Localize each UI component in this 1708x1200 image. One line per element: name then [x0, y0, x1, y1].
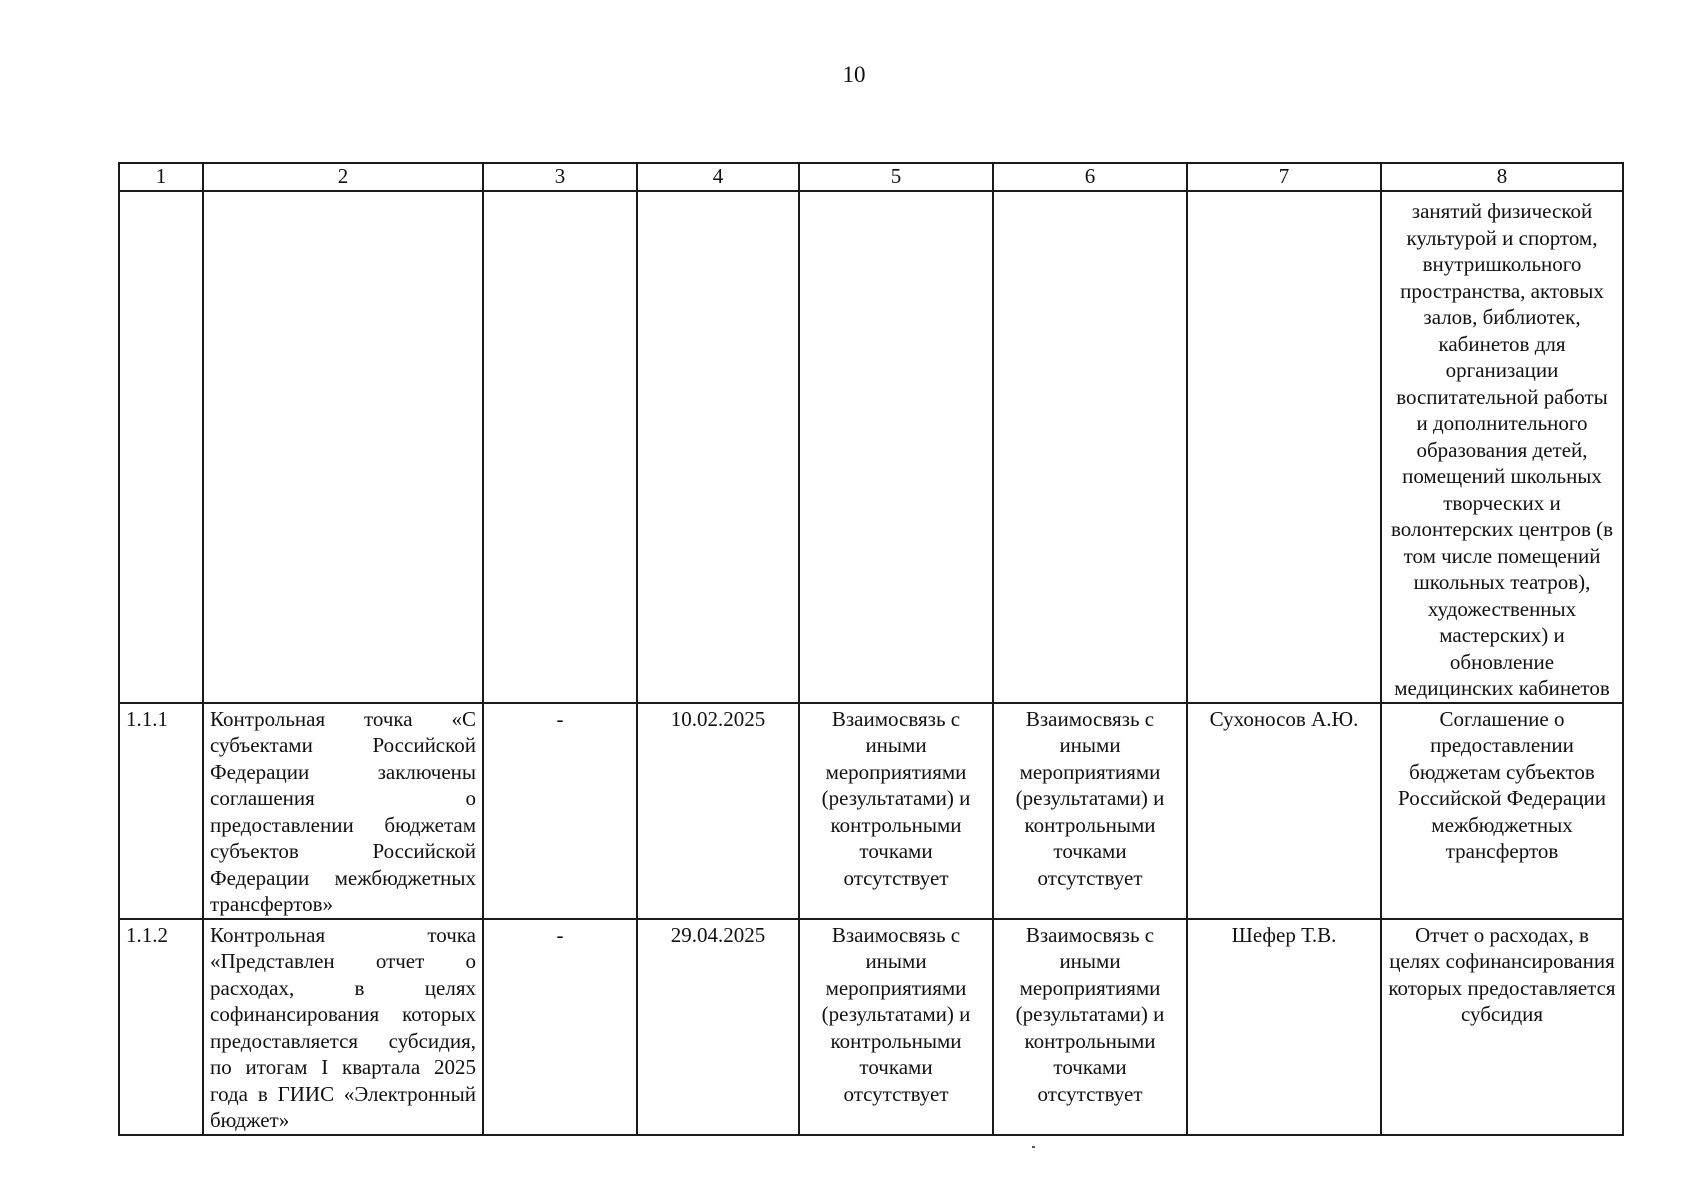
header-col-7: 7 [1187, 163, 1381, 191]
header-col-6: 6 [993, 163, 1187, 191]
header-col-2: 2 [203, 163, 483, 191]
header-col-8: 8 [1381, 163, 1623, 191]
table-cell-col3: - [483, 703, 637, 919]
table-cell-result: Соглашение о предоставлении бюджетам субъектов Российской Федерации межбюджетных трансфертов [1381, 703, 1623, 919]
table-cell-empty [799, 191, 993, 703]
table-row [119, 703, 1623, 919]
page-number: 10 [842, 62, 866, 87]
description-text: Контрольная точка «С субъектами Российской Федерации заключены соглашения о предоставлении бюджетам субъектов Российской Федерации межбюджетных трансфертов» [210, 706, 476, 916]
table-cell-empty [203, 191, 483, 703]
table-cell-empty [119, 191, 203, 703]
table-cell-col3: - [483, 919, 637, 1135]
table-row [119, 919, 1623, 1135]
header-col-3: 3 [483, 163, 637, 191]
table-cell-date: 29.04.2025 [637, 919, 799, 1135]
header-col-4: 4 [637, 163, 799, 191]
header-row [119, 163, 1623, 191]
table-row-continuation [119, 191, 1623, 703]
header-col-1: 1 [119, 163, 203, 191]
table-cell-empty [993, 191, 1187, 703]
table-cell-date: 10.02.2025 [637, 703, 799, 919]
table-cell-relation: Взаимосвязь с иными мероприятиями (результатами) и контрольными точками отсутствует [993, 703, 1187, 919]
table-cell-empty [637, 191, 799, 703]
scan-speck [1032, 1146, 1035, 1148]
table-cell-number: 1.1.2 [119, 919, 203, 1135]
control-points-table [118, 162, 1624, 1136]
description-text: Контрольная точка «Представлен отчет о расходах, в целях софинансирования которых предоставляется субсидия, по итогам I квартала 2025 года в ГИИС «Электронный бюджет» [210, 922, 476, 1132]
table-cell-responsible: Шефер Т.В. [1187, 919, 1381, 1135]
table-cell-number: 1.1.1 [119, 703, 203, 919]
table-cell-result: Отчет о расходах, в целях софинансирования которых предоставляется субсидия [1381, 919, 1623, 1135]
table-cell-result-continuation: занятий физической культурой и спортом, внутришкольного пространства, актовых залов, библиотек, кабинетов для организации воспитательной работы и дополнительного образования детей, помещений школьных творческих и волонтерских центров (в том числе помещений школьных театров), художественных мастерских) и обновление медицинских кабинетов [1381, 191, 1623, 703]
table-cell-relation: Взаимосвязь с иными мероприятиями (результатами) и контрольными точками отсутствует [799, 703, 993, 919]
header-col-5: 5 [799, 163, 993, 191]
table-cell-empty [483, 191, 637, 703]
table-cell-responsible: Сухоносов А.Ю. [1187, 703, 1381, 919]
table-cell-relation: Взаимосвязь с иными мероприятиями (результатами) и контрольными точками отсутствует [993, 919, 1187, 1135]
table-cell-description [203, 703, 483, 919]
table-cell-description [203, 919, 483, 1135]
table-cell-relation: Взаимосвязь с иными мероприятиями (результатами) и контрольными точками отсутствует [799, 919, 993, 1135]
table-cell-empty [1187, 191, 1381, 703]
